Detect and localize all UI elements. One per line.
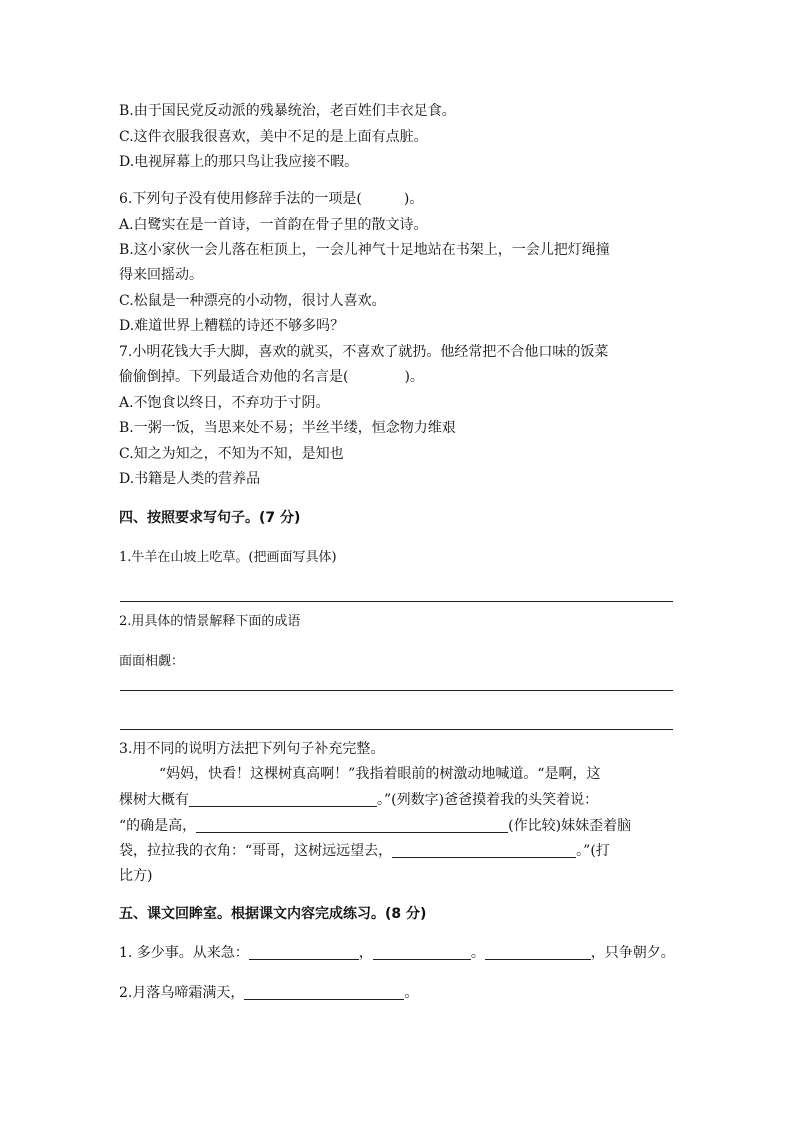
section4-q2: 2.用具体的情景解释下面的成语 — [119, 614, 301, 629]
q3-text: 棵树大概有 — [119, 792, 189, 808]
q6-option-c: C.松鼠是一种漂亮的小动物，很讨人喜欢。 — [119, 293, 386, 309]
poem-text: ， — [358, 945, 373, 961]
q3-paragraph-line3 — [119, 815, 631, 837]
q3-paragraph-line4 — [119, 840, 610, 862]
q7-question-line2: 偷偷倒掉。下列最适合劝他的名言是( )。 — [119, 369, 424, 385]
poem-text: 1. 多少事。从来急： — [119, 945, 249, 961]
q7-option-c: C.知之为知之，不知为不知，是知也 — [119, 446, 344, 462]
fill-blank[interactable] — [485, 943, 591, 960]
q6-option-b-line1: B.这小家伙一会儿落在柜顶上，一会儿神气十足地站在书架上，一会儿把灯绳撞 — [119, 242, 610, 258]
poem-text: 2.月落乌啼霜满天， — [119, 985, 245, 1001]
fill-blank[interactable] — [189, 790, 377, 807]
q3-text: (作比较)妹妹歪着脑 — [508, 818, 632, 834]
fill-blank[interactable] — [244, 983, 404, 1000]
q6-question: 6.下列句子没有使用修辞手法的一项是( )。 — [119, 191, 424, 207]
fill-blank[interactable] — [373, 943, 471, 960]
answer-line — [120, 729, 673, 730]
poem-text: 。 — [470, 945, 485, 961]
q3-text: “妈妈，快看！这棵树真高啊！”我指着眼前的树激动地喊道。“是啊，这 — [159, 766, 601, 782]
q3-text: “的确是高， — [119, 818, 197, 834]
idiom-label: 面面相觑： — [119, 654, 185, 669]
section5-q1 — [119, 942, 675, 964]
section5-heading: 五、课文回眸室。根据课文内容完成练习。(8 分) — [119, 906, 427, 922]
q3-text: 。”(列数字)爸爸摸着我的头笑着说： — [377, 792, 599, 808]
q6-option-b-line2: 得来回摇动。 — [119, 267, 203, 283]
q3-text: 。”(打 — [576, 843, 610, 859]
answer-line — [120, 690, 673, 691]
q5-option-b: B.由于国民党反动派的残暴统治，老百姓们丰衣足食。 — [119, 103, 456, 119]
q7-option-a: A.不饱食以终日，不弃功于寸阴。 — [119, 395, 330, 411]
q3-paragraph-line5: 比方) — [119, 868, 153, 884]
poem-text: 。 — [404, 985, 419, 1001]
q6-option-a: A.白鹭实在是一首诗，一首韵在骨子里的散文诗。 — [119, 217, 428, 233]
section4-q1: 1.牛羊在山坡上吃草。(把画面写具体) — [119, 550, 337, 565]
q7-option-d: D.书籍是人类的营养品 — [119, 471, 261, 487]
q3-text: 袋，拉拉我的衣角：“哥哥，这树远远望去， — [119, 843, 393, 859]
answer-line — [120, 601, 673, 602]
q3-paragraph-line2 — [119, 789, 598, 811]
q5-option-c: C.这件衣服我很喜欢，美中不足的是上面有点脏。 — [119, 129, 428, 145]
fill-blank[interactable] — [249, 943, 359, 960]
fill-blank[interactable] — [392, 841, 576, 858]
fill-blank[interactable] — [196, 816, 508, 833]
section5-q2 — [119, 982, 418, 1004]
poem-text: ，只争朝夕。 — [590, 945, 675, 961]
q6-option-d: D.难道世界上糟糕的诗还不够多吗？ — [119, 318, 345, 334]
q5-option-d: D.电视屏幕上的那只鸟让我应接不暇。 — [119, 154, 359, 170]
q7-option-b: B.一粥一饭，当思来处不易；半丝半缕，恒念物力维艰 — [119, 420, 456, 436]
q3-paragraph-line1 — [119, 763, 600, 785]
q7-question-line1: 7.小明花钱大手大脚，喜欢的就买，不喜欢了就扔。他经常把不合他口味的饭菜 — [119, 344, 609, 360]
section4-heading: 四、按照要求写句子。(7 分) — [119, 510, 301, 526]
section4-q3: 3.用不同的说明方法把下列句子补充完整。 — [119, 741, 385, 757]
